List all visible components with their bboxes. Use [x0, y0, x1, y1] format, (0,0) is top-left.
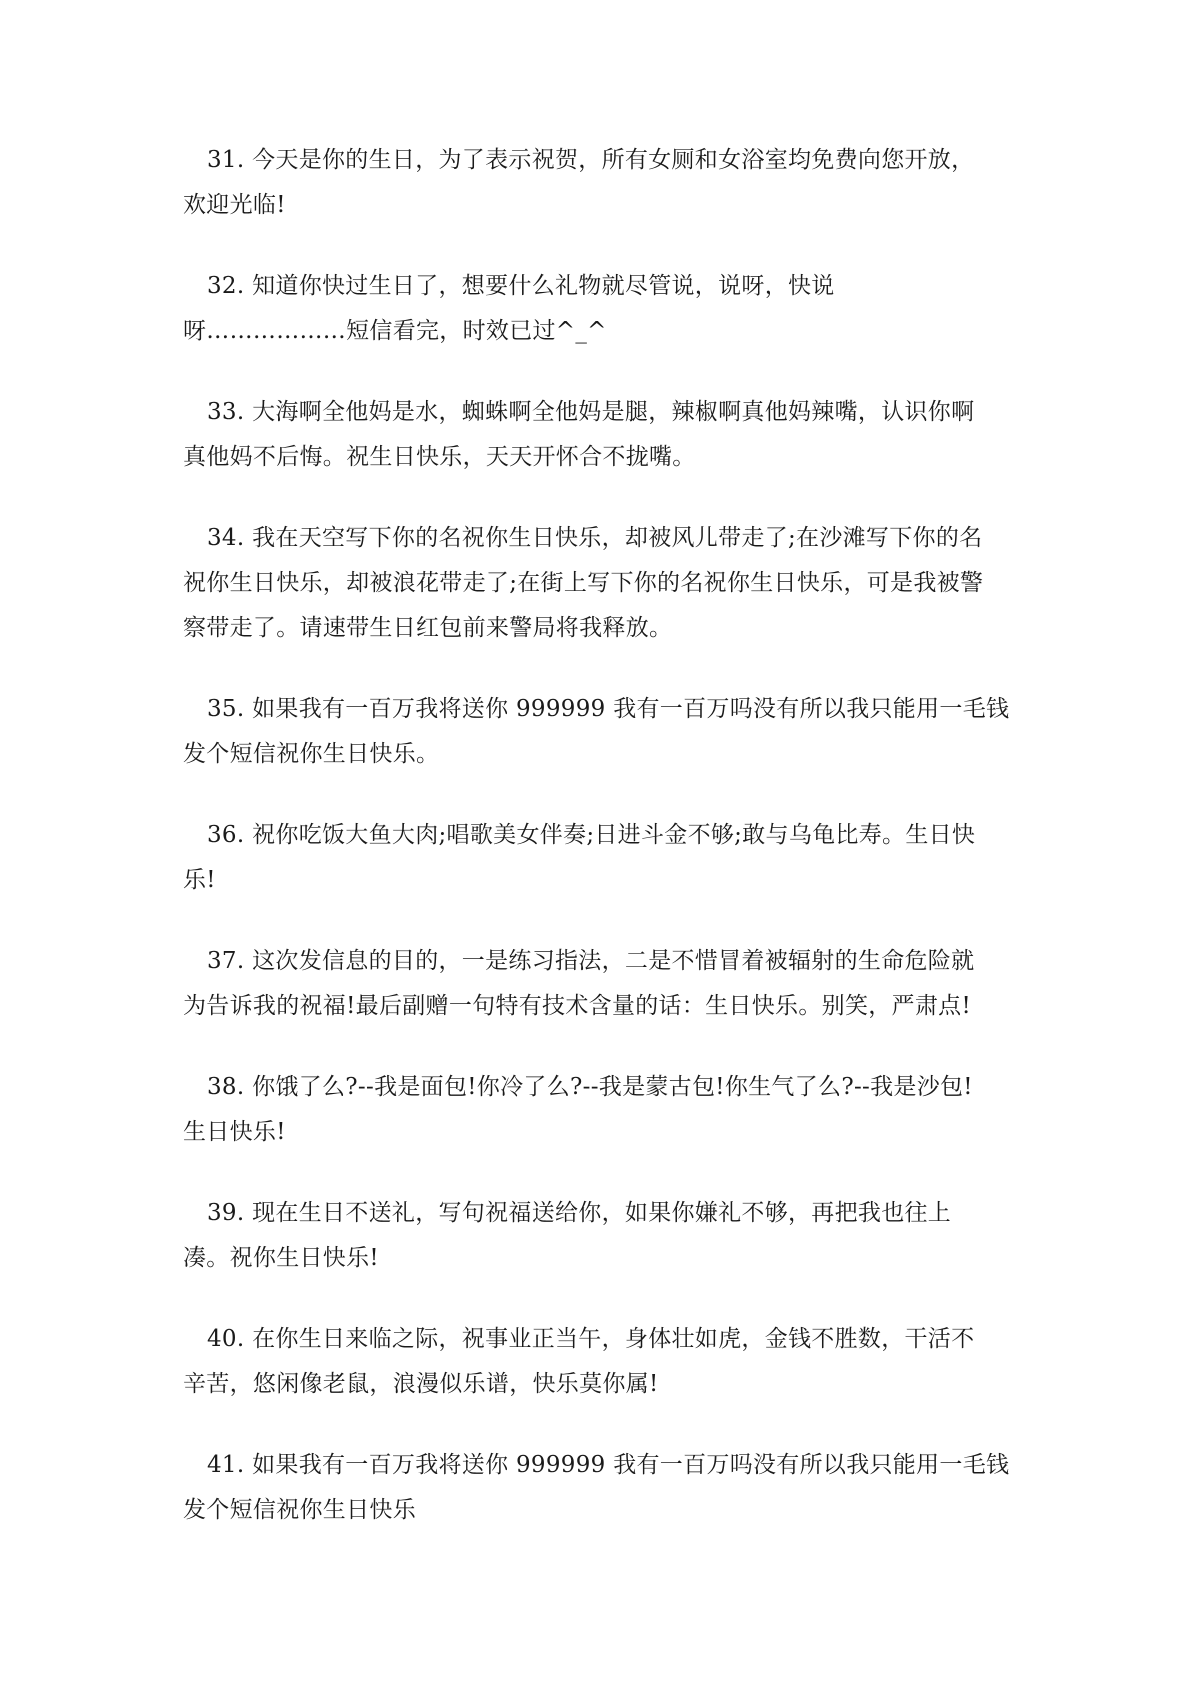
entry-line: 34. 我在天空写下你的名祝你生日快乐，却被风儿带走了;在沙滩写下你的名 — [207, 525, 983, 551]
entry-line: 31. 今天是你的生日，为了表示祝贺，所有女厕和女浴室均免费向您开放， — [207, 147, 975, 173]
list-item — [183, 390, 1033, 480]
entry-line: 祝你生日快乐，却被浪花带走了;在街上写下你的名祝你生日快乐，可是我被警 — [183, 570, 984, 596]
entry-line: 37. 这次发信息的目的，一是练习指法，二是不惜冒着被辐射的生命危险就 — [207, 948, 975, 974]
list-item — [183, 687, 1033, 777]
entry-line: 生日快乐! — [183, 1119, 286, 1145]
entry-line: 辛苦，悠闲像老鼠，浪漫似乐谱，快乐莫你属! — [183, 1371, 659, 1397]
list-item — [183, 1065, 1033, 1155]
entry-line: 凑。祝你生日快乐! — [183, 1245, 379, 1271]
list-item — [183, 1443, 1033, 1533]
entry-line: 40. 在你生日来临之际，祝事业正当午，身体壮如虎，金钱不胜数，干活不 — [207, 1326, 975, 1352]
entry-line: 发个短信祝你生日快乐 — [183, 1497, 416, 1523]
list-item — [183, 264, 1033, 354]
list-item — [183, 516, 1033, 651]
entry-line: 39. 现在生日不送礼，写句祝福送给你，如果你嫌礼不够，再把我也往上 — [207, 1200, 952, 1226]
entry-line: 33. 大海啊全他妈是水，蜘蛛啊全他妈是腿，辣椒啊真他妈辣嘴，认识你啊 — [207, 399, 975, 425]
list-item — [183, 1191, 1033, 1281]
list-item — [183, 138, 1033, 228]
entry-line: 32. 知道你快过生日了，想要什么礼物就尽管说，说呀，快说 — [207, 273, 835, 299]
entry-line: 真他妈不后悔。祝生日快乐，天天开怀合不拢嘴。 — [183, 444, 696, 470]
entry-line: 41. 如果我有一百万我将送你 999999 我有一百万吗没有所以我只能用一毛钱 — [207, 1452, 1010, 1478]
entry-line: 乐! — [183, 867, 216, 893]
entry-line: 察带走了。请速带生日红包前来警局将我释放。 — [183, 615, 673, 641]
list-item — [183, 813, 1033, 903]
entry-line: 发个短信祝你生日快乐。 — [183, 741, 440, 767]
entry-line: 为告诉我的祝福!最后副赠一句特有技术含量的话：生日快乐。别笑，严肃点! — [183, 993, 971, 1019]
entry-line: 欢迎光临! — [183, 192, 286, 218]
list-item — [183, 1317, 1033, 1407]
entry-line: 35. 如果我有一百万我将送你 999999 我有一百万吗没有所以我只能用一毛钱 — [207, 696, 1010, 722]
entry-line: 36. 祝你吃饭大鱼大肉;唱歌美女伴奏;日进斗金不够;敢与乌龟比寿。生日快 — [207, 822, 976, 848]
document-page — [183, 138, 1033, 1569]
entry-line: 38. 你饿了么?--我是面包!你冷了么?--我是蒙古包!你生气了么?--我是沙包! — [207, 1074, 973, 1100]
list-item — [183, 939, 1033, 1029]
entry-line: 呀………………短信看完，时效已过^_^ — [183, 318, 607, 344]
